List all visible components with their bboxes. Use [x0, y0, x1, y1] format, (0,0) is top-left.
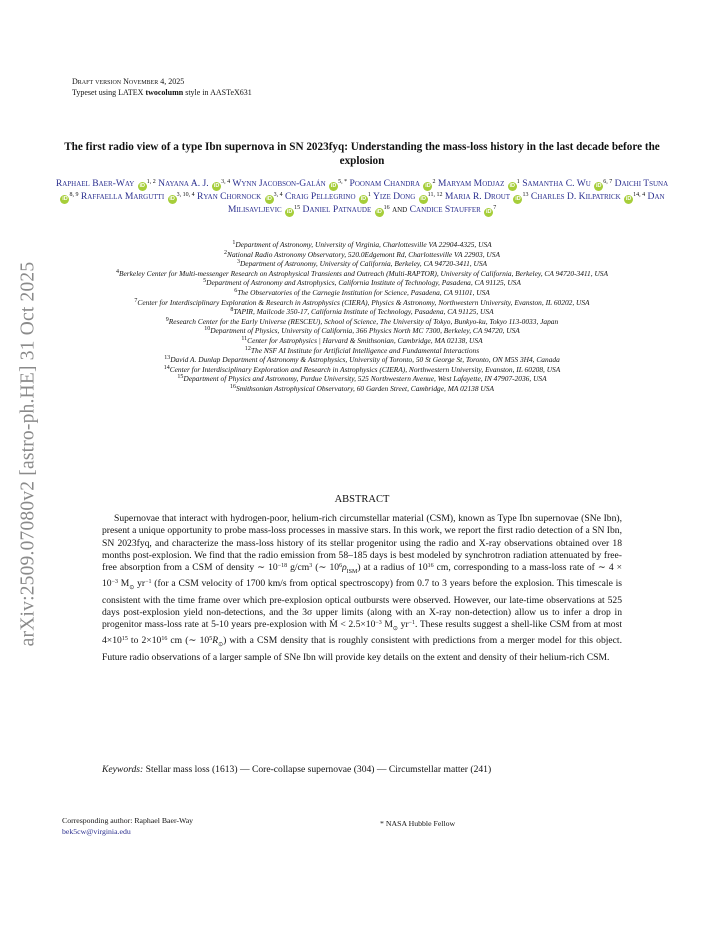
- author-name: Nayana A. J.: [158, 178, 209, 189]
- author[interactable]: [197, 191, 283, 202]
- author-affiliation-marks: 1, 2: [146, 179, 156, 185]
- author-affiliation-marks: 8, 9: [69, 192, 79, 198]
- abstract-heading: ABSTRACT: [334, 494, 390, 505]
- orcid-icon[interactable]: iD: [515, 196, 521, 202]
- author-name: Candice Stauffer: [409, 204, 481, 215]
- author-affiliation-marks: 3, 4: [273, 192, 283, 198]
- orcid-icon[interactable]: iD: [330, 183, 337, 189]
- orcid-icon[interactable]: iD: [509, 183, 516, 189]
- author[interactable]: [285, 191, 371, 202]
- author-affiliation-marks: 5, *: [338, 179, 348, 185]
- affiliation: $^{13}$David A. Dunlap Department of Astronomy & Astrophysics, University of Toronto, 50 St George St, Toronto, ON M5S 3H4, Canada: [164, 355, 560, 365]
- author-list: [52, 178, 672, 217]
- author-name: Maryam Modjaz: [437, 178, 505, 189]
- and-word: and: [392, 204, 408, 215]
- orcid-icon[interactable]: iD: [625, 196, 632, 202]
- orcid-icon[interactable]: iD: [376, 209, 382, 215]
- author-name: Maria R. Drout: [444, 191, 511, 202]
- affiliation: $^7$Center for Interdisciplinary Exploration & Research in Astrophysics (CIERA), Physics & Astronomy, Northwestern University, Evanston, IL 60202, USA: [134, 297, 590, 307]
- author[interactable]: [410, 204, 497, 215]
- affiliation: $^6$The Observatories of the Carnegie Institution for Science, Pasadena, CA 91101, USA: [234, 287, 490, 297]
- affiliation: $^9$Research Center for the Early Universe (RESCEU), School of Science, The University of Tokyo, Bunkyo-ku, Tokyo 113-0033, Japan: [165, 316, 559, 326]
- author-affiliation-marks: 1: [367, 192, 371, 198]
- orcid-icon[interactable]: iD: [139, 183, 145, 189]
- author[interactable]: [81, 191, 195, 202]
- author-affiliation-marks: 15: [294, 205, 301, 211]
- author-affiliation-marks: 14, 4: [633, 192, 646, 198]
- keywords-label: Keywords:: [102, 764, 144, 775]
- affiliation: $^2$National Radio Astronomy Observatory, 520.0Edgemont Rd, Charlottesville VA 22903, USA: [224, 249, 500, 259]
- author-name: Dan Milisavljevic: [227, 191, 665, 215]
- affiliation: $^{16}$Smithsonian Astrophysical Observatory, 60 Garden Street, Cambridge, MA 02138 USA: [230, 383, 494, 393]
- author-name: Yize Dong: [372, 191, 416, 202]
- orcid-icon[interactable]: iD: [425, 183, 431, 189]
- author-name: Daichi Tsuna: [614, 178, 669, 189]
- abstract-body: Supernovae that interact with hydrogen-poor, helium-rich circumstellar material (CSM), known as Type Ibn supernovae (SNe Ibn), present a unique opportunity to probe mass-loss processes in massive stars. In this work, we report the first radio detection of a SN Ibn, SN 2023fyq, and characterize the mass-loss history of its stellar progenitor using the radio and X-ray observations obtained over 18 months post-explosion. We find that the radio emission from 58–185 days is best modeled by synchrotron radiation attenuated by free-free absorption from a CSM of density ∼ $10^{-18}$ $g/cm^3$ (∼ $10^6\rho_{ISM}$) at a radius of $10^{16}$ cm, corresponding to a mass-loss rate of ∼ $4 \times 10^{-3}$ $M_⊙$ $yr^{-1}$ (for a CSM velocity of 1700 km/s from optical spectroscopy) from 0.7 to 3 years before the explosion. This timescale is consistent with the time frame over which pre-explosion optical outbursts were observed. However, our late-time observations at 525 days post-explosion yield non-detections, and the 3σ upper limits (along with an X-ray non-detection) allow us to infer a drop in progenitor mass-loss rate at 5-10 years pre-explosion with Ṁ < $2.5\times 10^{-3}$ $M_⊙$ $yr^{-1}$. These results suggest a shell-like CSM from at most $4\times 10^{15}$ to $2\times 10^{16}$ cm (∼ $10^5R_⊙$) with a CSM density that is roughly consistent with predictions from a merger model for this object. Future radio observations of a larger sample of SNe Ibn will provide key details on the extent and density of their helium-rich CSM.: [102, 513, 623, 663]
- author-name: Charles D. Kilpatrick: [530, 191, 621, 202]
- author[interactable]: [438, 178, 520, 189]
- author-affiliation-marks: 16: [383, 205, 390, 211]
- affiliation-list: [52, 240, 672, 394]
- orcid-icon[interactable]: iD: [420, 196, 426, 202]
- affiliation: $^{14}$Center for Interdisciplinary Exploration and Research in Astrophysics (CIERA), Northwestern University, Evanston, IL 60208, USA: [163, 364, 561, 374]
- author-name: Raffaella Margutti: [80, 191, 165, 202]
- typeset-line: Typeset using LATEX twocolumn style in AASTeX631: [72, 87, 252, 97]
- affiliation: $^{12}$The NSF AI Institute for Artificial Intelligence and Fundamental Interactions: [244, 345, 480, 355]
- author-affiliation-marks: 3, 4: [221, 179, 231, 185]
- author-name: Daniel Patnaude: [302, 204, 372, 215]
- author[interactable]: [56, 178, 156, 189]
- orcid-icon[interactable]: iD: [360, 196, 367, 202]
- arxiv-id: arXiv:2509.07080v2 [astro-ph.HE] 31 Oct 2025: [17, 261, 38, 647]
- author-affiliation-marks: 13: [522, 192, 529, 198]
- orcid-icon[interactable]: iD: [596, 183, 602, 189]
- orcid-icon[interactable]: iD: [266, 196, 272, 202]
- affiliation: $^8$TAPIR, Mailcode 350-17, California Institute of Technology, Pasadena, CA 91125, USA: [230, 307, 494, 317]
- affiliation: $^4$Berkeley Center for Multi-messenger Research on Astrophysical Transients and Outreach (Multi-RAPTOR), University of California, Berkeley, CA 94720-3411, USA: [115, 268, 608, 278]
- author-affiliation-marks: 2: [432, 179, 436, 185]
- author-name: Raphael Baer-Way: [55, 178, 135, 189]
- author-affiliation-marks: 1: [516, 179, 520, 185]
- author-name: Samantha C. Wu: [522, 178, 591, 189]
- arxiv-side-stamp: [8, 234, 48, 674]
- author[interactable]: [158, 178, 230, 189]
- author-name: Wynn Jacobson-Galán: [232, 178, 326, 189]
- keywords: [102, 764, 622, 775]
- affiliation: $^{10}$Department of Physics, University of California, 366 Physics North MC 7300, Berkeley, CA 94720, USA: [204, 326, 520, 336]
- orcid-icon[interactable]: iD: [169, 196, 175, 202]
- corresponding-author: Corresponding author: Raphael Baer-Way bek5cw@virginia.edu: [62, 815, 362, 837]
- author[interactable]: [303, 204, 390, 215]
- orcid-icon[interactable]: iD: [213, 183, 220, 189]
- fellowship-note: * NASA Hubble Fellow: [380, 819, 456, 828]
- affiliation: $^5$Department of Astronomy and Astrophysics, California Institute of Technology, Pasadena, CA 91125, USA: [203, 278, 521, 288]
- affiliation: $^{11}$Center for Astrophysics | Harvard & Smithsonian, Cambridge, MA 02138, USA: [241, 335, 483, 345]
- author[interactable]: [522, 178, 612, 189]
- orcid-icon[interactable]: iD: [62, 196, 68, 202]
- affiliation: $^1$Department of Astronomy, University of Virginia, Charlottesville VA 22904-4325, USA: [232, 240, 492, 249]
- author-name: Poonam Chandra: [349, 178, 421, 189]
- author-affiliation-marks: 7: [493, 205, 497, 211]
- author-name: Craig Pellegrino: [284, 191, 356, 202]
- author-affiliation-marks: 3, 10, 4: [176, 192, 195, 198]
- orcid-icon[interactable]: iD: [485, 209, 492, 215]
- draft-version: Draft version November 4, 2025: [72, 77, 185, 86]
- author[interactable]: [445, 191, 529, 202]
- author[interactable]: [350, 178, 436, 189]
- author[interactable]: [531, 191, 645, 202]
- keywords-text: Stellar mass loss (1613) — Core-collapse supernovae (304) — Circumstellar matter (241): [143, 764, 492, 775]
- latex-logo: LATEX: [118, 87, 144, 97]
- author[interactable]: [373, 191, 443, 202]
- author-name: Ryan Chornock: [196, 191, 262, 202]
- affiliation: $^{15}$Department of Physics and Astronomy, Purdue University, 525 Northwestern Avenue, West Lafayette, IN 47907-2036, USA: [177, 374, 547, 384]
- draft-header: [72, 77, 252, 98]
- orcid-icon[interactable]: iD: [286, 209, 293, 215]
- paper-title: The first radio view of a type Ibn supernova in SN 2023fyq: Understanding the mass-loss history in the last decade before the explosion: [64, 141, 660, 167]
- author-email-link[interactable]: bek5cw@virginia.edu: [62, 827, 131, 836]
- author-affiliation-marks: 6, 7: [603, 179, 613, 185]
- affiliation: $^3$Department of Astronomy, University of California, Berkeley, CA 94720-3411, USA: [236, 259, 488, 269]
- author-affiliation-marks: 11, 12: [427, 192, 443, 198]
- author[interactable]: [232, 178, 347, 189]
